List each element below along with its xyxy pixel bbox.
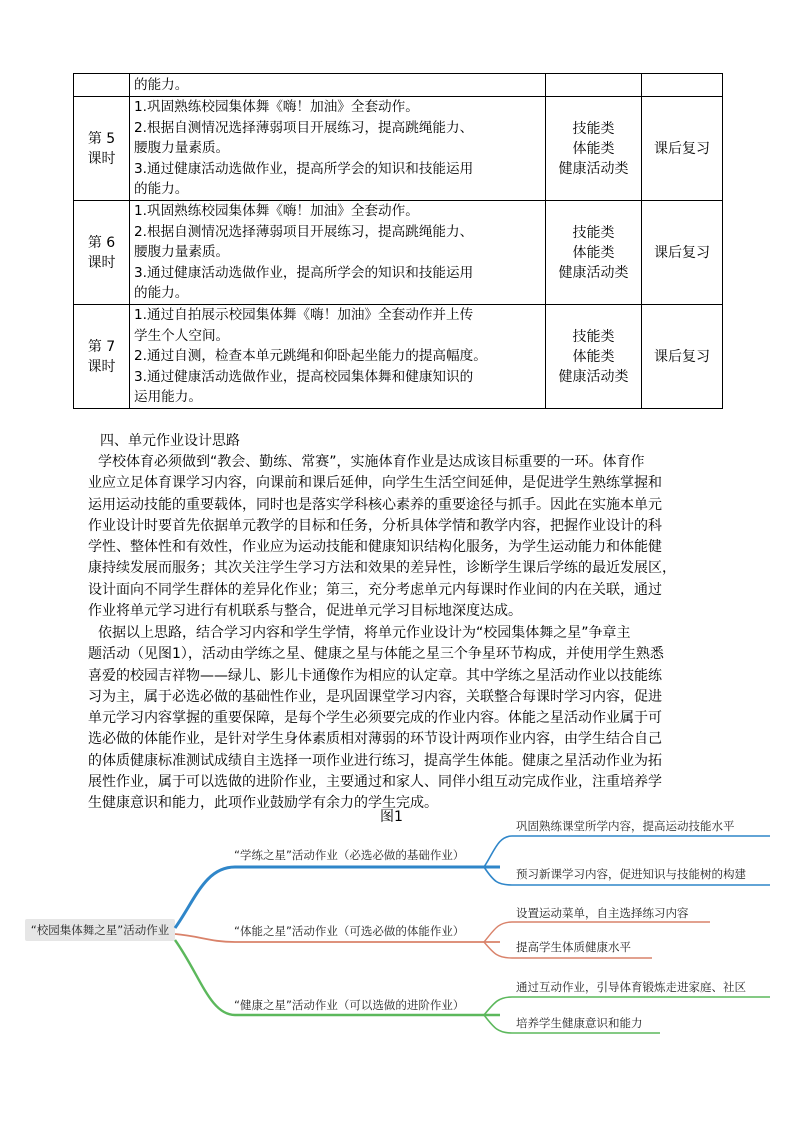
category-health: 健康活动类 bbox=[558, 368, 629, 385]
leaf-label-3b: 培养学生健康意识和能力 bbox=[516, 1016, 643, 1030]
category-health: 健康活动类 bbox=[558, 264, 629, 281]
paragraph-line: 选必做的体能作业，是针对学生身体素质相对薄弱的环节设计两项作业内容，由学生结合自己 bbox=[88, 731, 662, 748]
leaf-label-1a: 巩固熟练课堂所学内容，提高运动技能水平 bbox=[516, 819, 735, 833]
paragraph-line: 喜爱的校园吉祥物——绿儿、影儿卡通像作为相应的认定章。其中学练之星活动作业以技能练 bbox=[88, 667, 662, 684]
content-line: 的能力。 bbox=[134, 76, 189, 93]
paragraph-line: 学校体育必须做到“教会、勤练、常赛”，实施体育作业是达成该目标重要的一环。体育作 bbox=[98, 454, 645, 470]
lesson-number: 第 7 bbox=[87, 338, 116, 355]
branch-label-3: “健康之星”活动作业（可以选做的进阶作业） bbox=[234, 998, 465, 1012]
leaf-label-2a: 设置运动菜单，自主选择练习内容 bbox=[516, 906, 689, 920]
paragraph-line: 运用运动技能的重要载体，同时也是落实学科核心素养的重要途径与抓手。因此在实施本单元 bbox=[88, 496, 662, 513]
paragraph-line: 的体质健康标准测试成绩自主选择一项作业进行练习，提高学生体能。健康之星活动作业为拓 bbox=[88, 752, 662, 769]
lesson-number: 第 5 bbox=[87, 130, 116, 147]
content-line: 1.巩固熟练校园集体舞《嗨！加油》全套动作。 bbox=[134, 99, 419, 116]
content-line: 1.通过自拍展示校园集体舞《嗨！加油》全套动作并上传 bbox=[134, 307, 474, 324]
content-line: 3.通过健康活动选做作业，提高校园集体舞和健康知识的 bbox=[134, 368, 474, 385]
content-line: 的能力。 bbox=[134, 285, 189, 302]
paragraph-line: 习为主，属于必选必做的基础性作业，是巩固课堂学习内容，关联整合每课时学习内容，促进 bbox=[88, 688, 662, 705]
branch-label-1: “学练之星”活动作业（必选必做的基础作业） bbox=[234, 848, 465, 862]
leaf-connector-3a bbox=[484, 997, 770, 1015]
paragraph-line: 康持续发展而服务；其次关注学生学习方法和效果的差异性，诊断学生课后学练的最近发展区， bbox=[88, 560, 676, 577]
mind-map-root-label: “校园集体舞之星”活动作业 bbox=[30, 923, 170, 937]
paragraph-line: 展性作业，属于可以选做的进阶作业，主要通过和家人、同伴小组互动完成作业，注重培养学 bbox=[88, 774, 662, 791]
paragraph-line: 生健康意识和能力，此项作业鼓励学有余力的学生完成。 bbox=[88, 795, 438, 812]
content-line: 腰腹力量素质。 bbox=[134, 244, 230, 261]
lesson-number: 第 6 bbox=[87, 234, 116, 251]
after-class-cell: 课后复习 bbox=[642, 97, 723, 201]
paragraph-line: 学性、整体性和有效性，作业应为运动技能和健康知识结构化服务，为学生运动能力和体能健 bbox=[88, 539, 662, 556]
category-fitness: 体能类 bbox=[572, 244, 615, 261]
category-fitness: 体能类 bbox=[572, 140, 615, 157]
leaf-label-3a: 通过互动作业，引导体育锻炼走进家庭、社区 bbox=[516, 980, 746, 994]
paragraph-line: 单元学习内容掌握的重要保障，是每个学生必须要完成的作业内容。体能之星活动作业属于可 bbox=[88, 710, 662, 727]
lesson-unit: 课时 bbox=[87, 254, 116, 271]
content-line: 学生个人空间。 bbox=[134, 327, 230, 344]
paragraph-line: 作业设计时要首先依据单元教学的目标和任务，分析具体学情和教学内容，把握作业设计的科 bbox=[88, 517, 662, 534]
paragraph-line: 业应立足体育课学习内容，向课前和课后延伸，向学生生活空间延伸，是促进学生熟练掌握和 bbox=[88, 475, 662, 492]
after-class-cell: 课后复习 bbox=[642, 305, 723, 409]
paragraph-line: 题活动（见图1），活动由学练之星、健康之星与体能之星三个争星环节构成，并使用学生熟悉 bbox=[88, 646, 664, 663]
content-line: 2.根据自测情况选择薄弱项目开展练习，提高跳绳能力、 bbox=[134, 119, 474, 136]
category-fitness: 体能类 bbox=[572, 348, 615, 365]
content-line: 3.通过健康活动选做作业，提高所学会的知识和技能运用 bbox=[134, 264, 474, 281]
content-line: 3.通过健康活动选做作业，提高所学会的知识和技能运用 bbox=[134, 160, 474, 177]
section-heading: 四、单元作业设计思路 bbox=[100, 433, 240, 449]
leaf-label-1b: 预习新课学习内容，促进知识与技能树的构建 bbox=[516, 867, 746, 881]
paragraph-line: 作业将单元学习进行有机联系与整合，促进单元学习目标地深度达成。 bbox=[88, 603, 522, 620]
after-class-cell: 课后复习 bbox=[642, 201, 723, 305]
category-skill: 技能类 bbox=[572, 328, 615, 345]
category-skill: 技能类 bbox=[572, 224, 615, 241]
leaf-label-2b: 提高学生体质健康水平 bbox=[516, 940, 631, 954]
content-line: 运用能力。 bbox=[134, 389, 202, 406]
category-health: 健康活动类 bbox=[558, 160, 629, 177]
branch-label-2: “体能之星”活动作业（可选必做的体能作业） bbox=[234, 924, 465, 938]
leaf-connector-1a bbox=[484, 836, 770, 867]
paragraph-line: 设计面向不同学生群体的差异化作业；第三，充分考虑单元内每课时作业间的内在关联，通过 bbox=[88, 581, 662, 598]
content-line: 2.根据自测情况选择薄弱项目开展练习，提高跳绳能力、 bbox=[134, 223, 474, 240]
figure-caption: 图1 bbox=[380, 809, 403, 825]
content-line: 腰腹力量素质。 bbox=[134, 140, 230, 157]
lesson-unit: 课时 bbox=[87, 358, 116, 375]
lesson-unit: 课时 bbox=[87, 150, 116, 167]
leaf-connector-2a bbox=[484, 922, 710, 942]
branch-connector-1 bbox=[175, 867, 500, 928]
paragraph-line: 依据以上思路，结合学习内容和学生学情，将单元作业设计为“校园集体舞之星”争章主 bbox=[98, 625, 631, 641]
category-skill: 技能类 bbox=[572, 120, 615, 137]
content-line: 2.通过自测，检查本单元跳绳和仰卧起坐能力的提高幅度。 bbox=[134, 348, 487, 365]
content-line: 的能力。 bbox=[134, 181, 189, 198]
content-line: 1.巩固熟练校园集体舞《嗨！加油》全套动作。 bbox=[134, 203, 419, 220]
